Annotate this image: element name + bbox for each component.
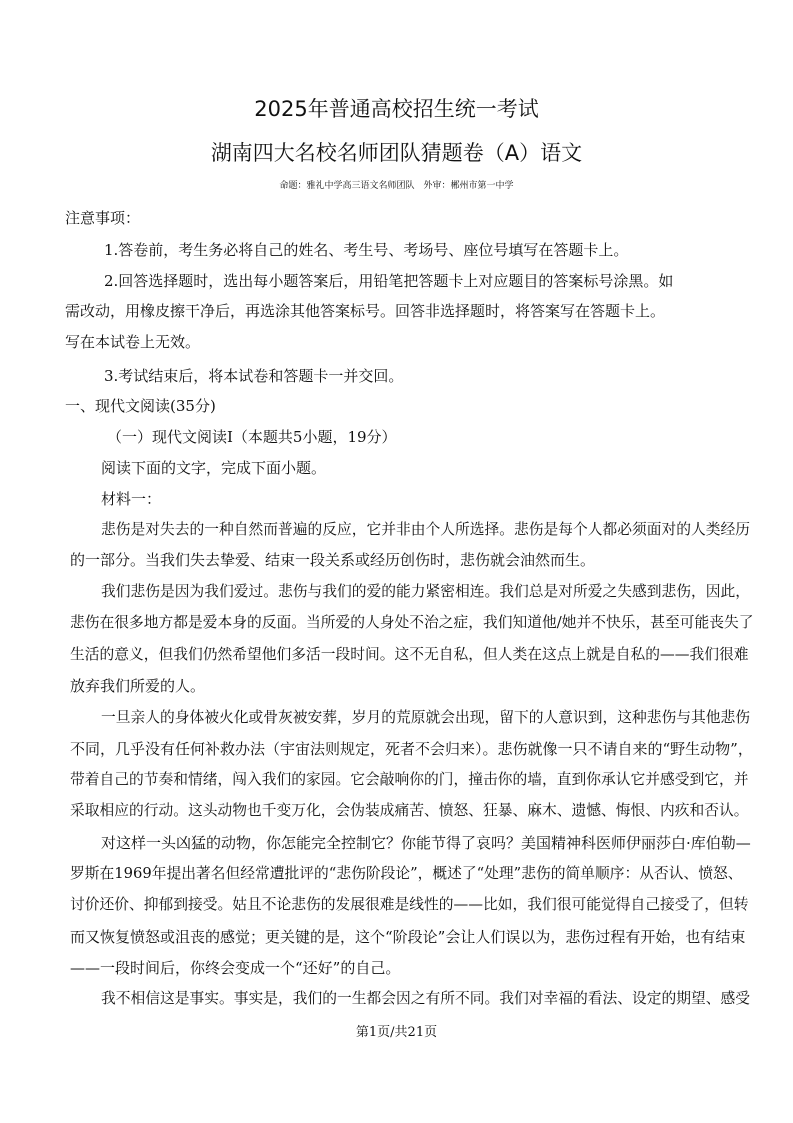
passage-line: 讨价还价、抑郁到接受。姑且不论悲伤的发展很难是线性的——比如，我们很可能觉得自己接受了，但转 bbox=[70, 896, 749, 913]
passage-line: 我们悲伤是因为我们爱过。悲伤与我们的爱的能力紧密相连。我们总是对所爱之失感到悲伤，因此， bbox=[101, 583, 750, 600]
passage-line: 的一部分。当我们失去挚爱、结束一段关系或经历创伤时，悲伤就会油然而生。 bbox=[70, 551, 596, 569]
notes-item: 需改动，用橡皮擦干净后，再选涂其他答案标号。回答非选择题时，将答案写在答题卡上。 bbox=[65, 302, 666, 320]
notes-item: 3.考试结束后，将本试卷和答题卡一并交回。 bbox=[104, 367, 404, 385]
passage-line: 罗斯在1969年提出著名但经常遭批评的“悲伤阶段论”，概述了“处理”悲伤的简单顺序：从否认、愤怒、 bbox=[70, 865, 743, 882]
page-number: 第1页/共21页 bbox=[355, 1025, 438, 1040]
material-label: 材料一： bbox=[101, 490, 162, 508]
notes-item: 2.回答选择题时，选出每小题答案后，用铅笔把答题卡上对应题目的答案标号涂黑。如 bbox=[104, 272, 674, 290]
passage-line: 带着自己的节奏和情绪，闯入我们的家园。它会敲响你的门，撞击你的墙，直到你承认它并感受到它，并 bbox=[70, 771, 749, 788]
passage-line: 悲伤是对失去的一种自然而普遍的反应，它并非由个人所选择。悲伤是每个人都必须面对的人类经历 bbox=[101, 521, 750, 538]
passage-line: 放弃我们所爱的人。 bbox=[70, 677, 206, 695]
section-instruction: 阅读下面的文字，完成下面小题。 bbox=[101, 459, 327, 477]
passage-line: 一旦亲人的身体被火化或骨灰被安葬，岁月的荒原就会出现，留下的人意识到，这种悲伤与其他悲伤 bbox=[101, 709, 750, 726]
passage-line: 我不相信这是事实。事实是，我们的一生都会因之有所不同。我们对幸福的看法、设定的期望、感受 bbox=[101, 990, 750, 1007]
passage-line: 而又恢复愤怒或沮丧的感觉；更关键的是，这个“阶段论”会让人们误以为，悲伤过程有开始，也有结束 bbox=[70, 928, 746, 946]
notes-item: 写在本试卷上无效。 bbox=[65, 333, 201, 351]
passage-line: 采取相应的行动。这头动物也千变万化，会伪装成痛苦、愤怒、狂暴、麻木、遗憾、悔恨、内疚和否认。 bbox=[70, 802, 749, 819]
passage-line: 不同，几乎没有任何补救办法（宇宙法则规定，死者不会归来）。悲伤就像一只不请自来的“野生动物”， bbox=[70, 740, 753, 758]
notes-heading: 注意事项： bbox=[65, 209, 141, 227]
section-heading: 一、现代文阅读(35分) bbox=[65, 397, 216, 415]
passage-line: 悲伤在很多地方都是爱本身的反面。当所爱的人身处不治之症，我们知道他/她并不快乐，甚至可能丧失了 bbox=[70, 614, 754, 631]
exam-authors: 命题：雅礼中学高三语文名师团队 外审：郴州市第一中学 bbox=[279, 181, 514, 191]
exam-title: 2025年普通高校招生统一考试 bbox=[254, 97, 539, 121]
passage-line: 生活的意义，但我们仍然希望他们多活一段时间。这不无自私，但人类在这点上就是自私的——我们很难 bbox=[70, 646, 749, 663]
notes-item: 1.答卷前，考生务必将自己的姓名、考生号、考场号、座位号填写在答题卡上。 bbox=[104, 241, 629, 259]
exam-subtitle: 湖南四大名校名师团队猜题卷（A）语文 bbox=[210, 141, 583, 165]
section-subheading: （一）现代文阅读Ⅰ（本题共5小题，19分） bbox=[107, 428, 397, 446]
passage-line: 对这样一头凶猛的动物，你怎能完全控制它？你能节得了哀吗？美国精神科医师伊丽莎白·库伯勒— bbox=[101, 834, 751, 852]
passage-line: ——一段时间后，你终会变成一个“还好”的自己。 bbox=[70, 959, 401, 977]
